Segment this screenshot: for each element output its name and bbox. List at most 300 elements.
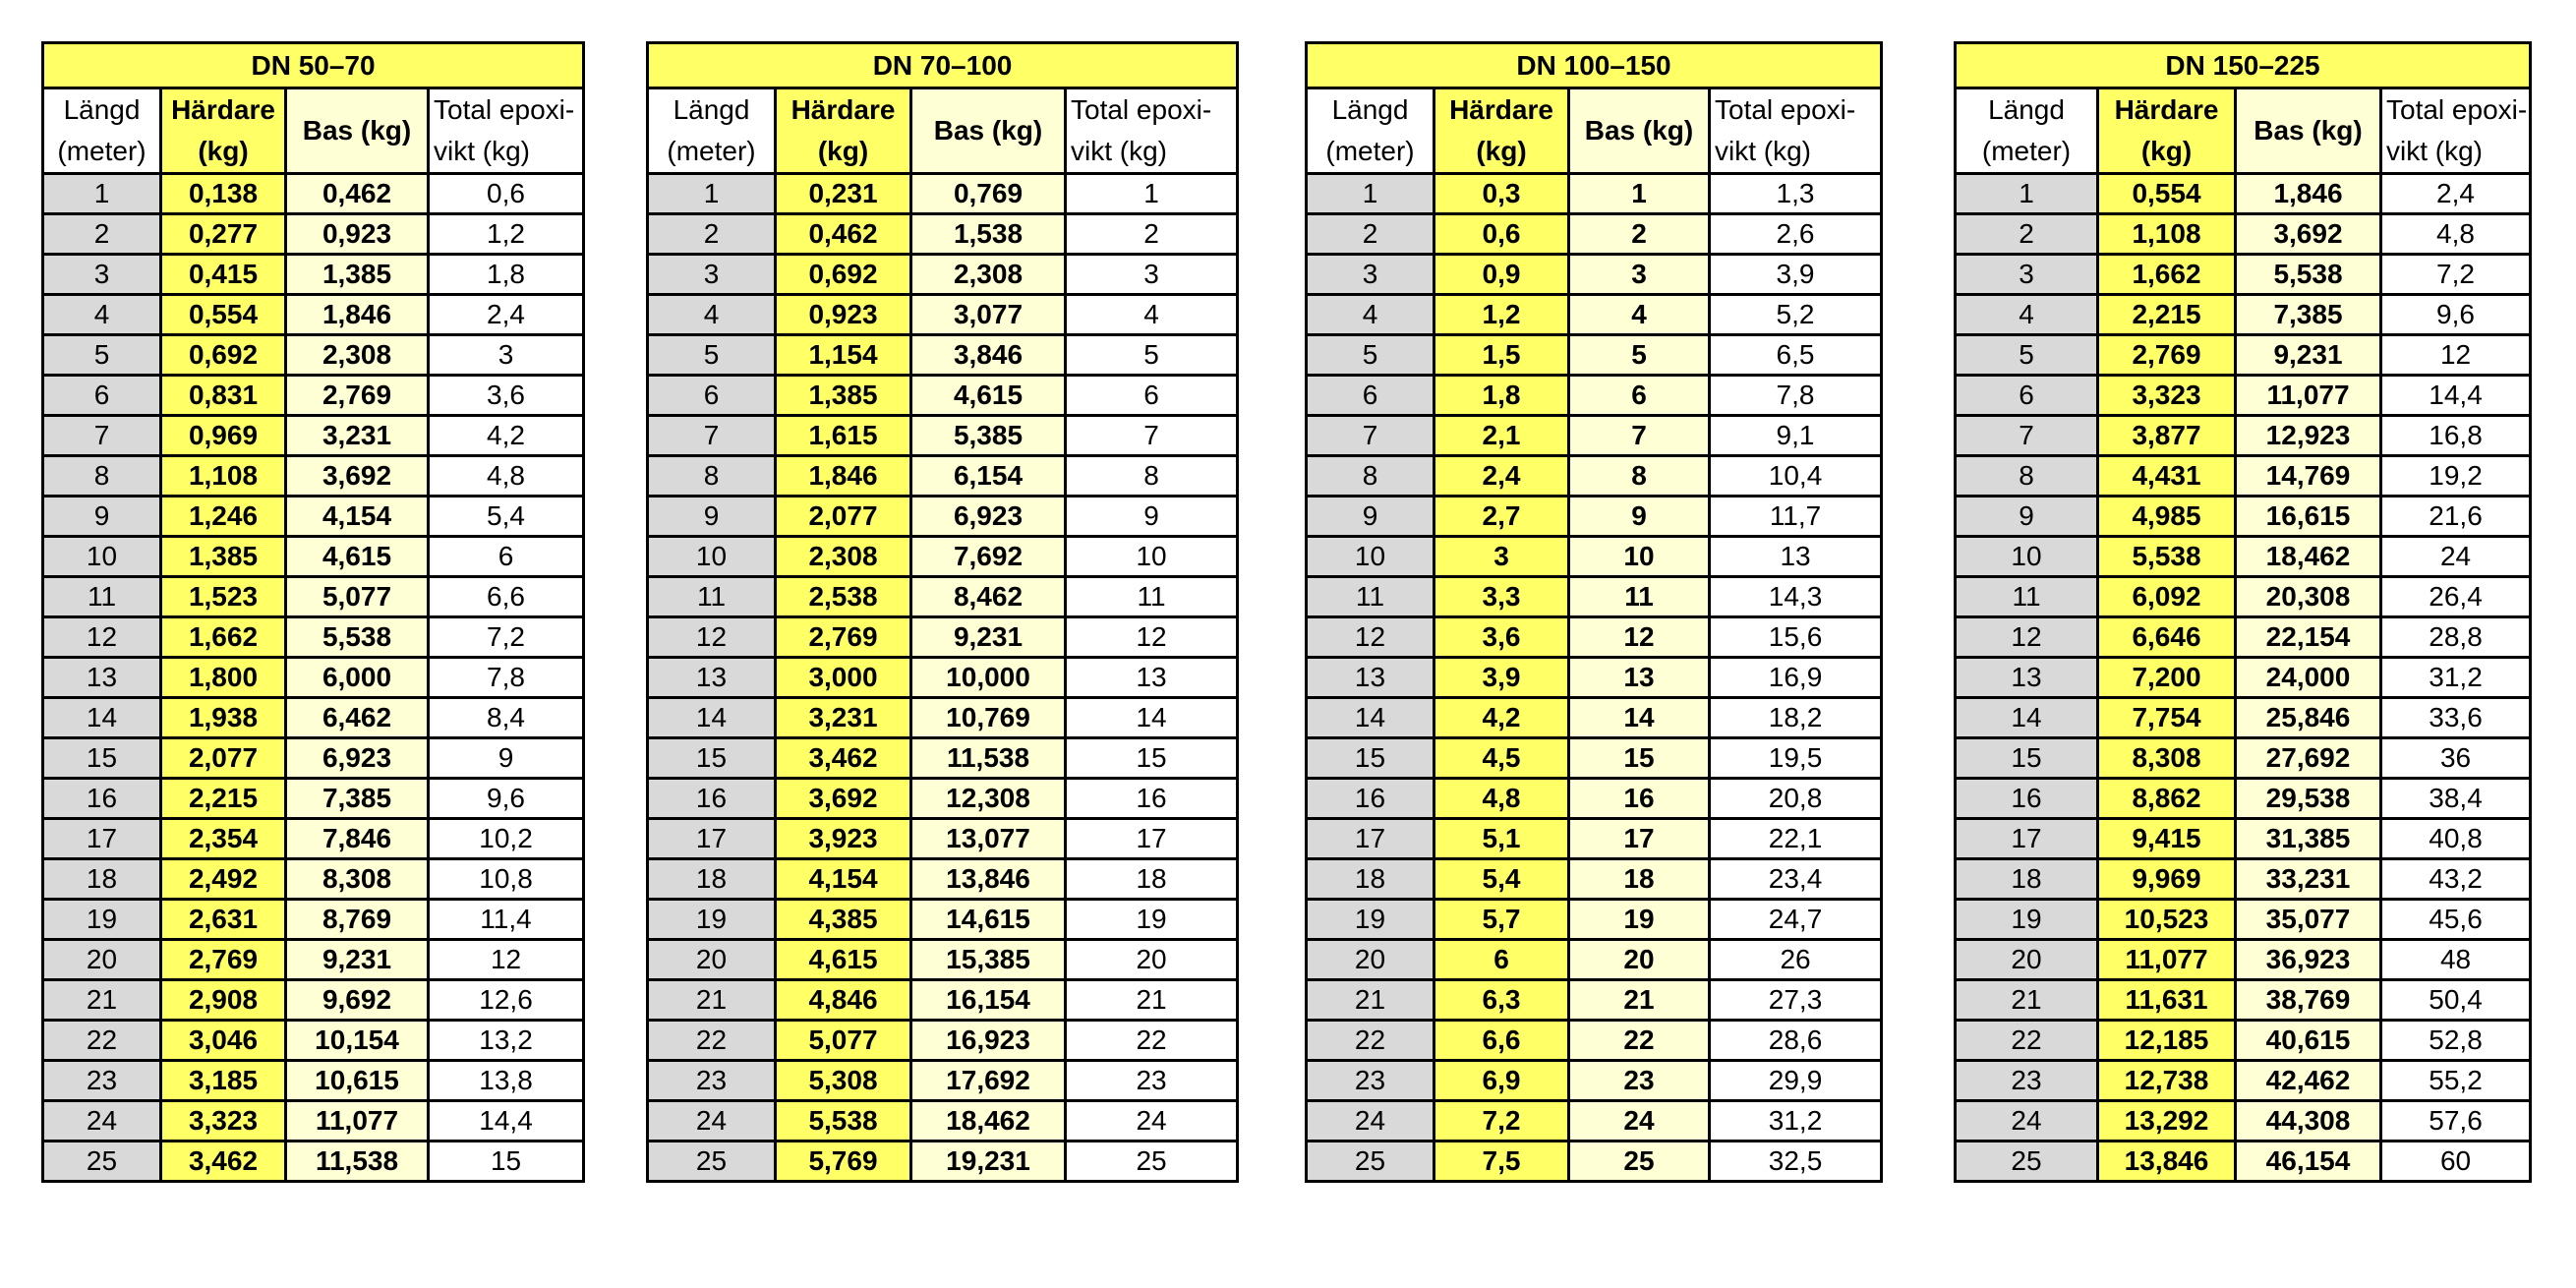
cell-langd: 21: [648, 980, 776, 1021]
cell-hardare: 2,769: [776, 617, 911, 658]
cell-bas: 3,846: [911, 335, 1066, 376]
cell-bas: 7,385: [2236, 295, 2381, 335]
cell-langd: 17: [1956, 819, 2098, 859]
table-row: [1956, 456, 2531, 497]
column-header-hardare: Härdare (kg): [161, 88, 286, 174]
cell-total: 20,8: [1710, 779, 1882, 819]
cell-total: 38,4: [2381, 779, 2531, 819]
table-row: [1307, 537, 1882, 577]
cell-bas: 11,077: [286, 1101, 429, 1142]
cell-langd: 2: [1956, 214, 2098, 255]
cell-langd: 12: [648, 617, 776, 658]
cell-total: 3,6: [429, 376, 584, 416]
cell-hardare: 2,7: [1434, 497, 1569, 537]
table-row: [1307, 295, 1882, 335]
table-row: [648, 819, 1238, 859]
cell-hardare: 0,692: [776, 255, 911, 295]
table-row: [1307, 819, 1882, 859]
table-row: [1307, 779, 1882, 819]
cell-bas: 18,462: [911, 1101, 1066, 1142]
cell-bas: 8,462: [911, 577, 1066, 617]
table-row: [648, 617, 1238, 658]
cell-bas: 6,923: [911, 497, 1066, 537]
cell-total: 4,8: [2381, 214, 2531, 255]
cell-langd: 5: [43, 335, 161, 376]
cell-total: 24: [2381, 537, 2531, 577]
cell-langd: 22: [43, 1021, 161, 1061]
cell-bas: 1,538: [911, 214, 1066, 255]
cell-bas: 12,923: [2236, 416, 2381, 456]
cell-total: 14: [1066, 698, 1238, 738]
cell-langd: 25: [1307, 1142, 1434, 1182]
table-row: [1956, 658, 2531, 698]
cell-hardare: 0,277: [161, 214, 286, 255]
cell-langd: 8: [43, 456, 161, 497]
cell-langd: 1: [1956, 174, 2098, 214]
cell-bas: 8,769: [286, 900, 429, 940]
table-row: [648, 537, 1238, 577]
cell-langd: 20: [648, 940, 776, 980]
cell-hardare: 9,969: [2098, 859, 2236, 900]
cell-hardare: 1,108: [161, 456, 286, 497]
cell-langd: 22: [1956, 1021, 2098, 1061]
cell-bas: 11,538: [286, 1142, 429, 1182]
cell-bas: 3,692: [286, 456, 429, 497]
cell-langd: 8: [1956, 456, 2098, 497]
column-header-langd: Längd (meter): [1307, 88, 1434, 174]
cell-total: 32,5: [1710, 1142, 1882, 1182]
table-row: [1956, 497, 2531, 537]
cell-langd: 9: [1956, 497, 2098, 537]
cell-total: 2: [1066, 214, 1238, 255]
cell-total: 3: [429, 335, 584, 376]
cell-bas: 3: [1569, 255, 1710, 295]
cell-langd: 21: [1956, 980, 2098, 1021]
table-row: [648, 577, 1238, 617]
cell-langd: 16: [43, 779, 161, 819]
cell-bas: 0,462: [286, 174, 429, 214]
cell-hardare: 3,323: [2098, 376, 2236, 416]
cell-hardare: 3,046: [161, 1021, 286, 1061]
cell-bas: 17: [1569, 819, 1710, 859]
cell-bas: 15: [1569, 738, 1710, 779]
cell-hardare: 3,877: [2098, 416, 2236, 456]
table-row: [43, 698, 584, 738]
cell-langd: 16: [1307, 779, 1434, 819]
cell-langd: 6: [43, 376, 161, 416]
cell-bas: 4: [1569, 295, 1710, 335]
cell-hardare: 3: [1434, 537, 1569, 577]
cell-bas: 16: [1569, 779, 1710, 819]
cell-total: 11,4: [429, 900, 584, 940]
cell-langd: 3: [1956, 255, 2098, 295]
cell-hardare: 1,8: [1434, 376, 1569, 416]
cell-hardare: 2,077: [161, 738, 286, 779]
cell-langd: 11: [1307, 577, 1434, 617]
table-row: [648, 335, 1238, 376]
cell-hardare: 3,000: [776, 658, 911, 698]
table-dn-150-225: [1954, 41, 2532, 1183]
column-header-bas: Bas (kg): [286, 88, 429, 174]
cell-total: 12,6: [429, 980, 584, 1021]
cell-hardare: 13,292: [2098, 1101, 2236, 1142]
cell-bas: 7,846: [286, 819, 429, 859]
cell-langd: 1: [43, 174, 161, 214]
cell-total: 19,5: [1710, 738, 1882, 779]
cell-hardare: 5,077: [776, 1021, 911, 1061]
cell-total: 31,2: [1710, 1101, 1882, 1142]
table-row: [43, 456, 584, 497]
cell-bas: 1: [1569, 174, 1710, 214]
cell-total: 12: [1066, 617, 1238, 658]
cell-langd: 1: [1307, 174, 1434, 214]
table-row: [648, 1061, 1238, 1101]
cell-bas: 7: [1569, 416, 1710, 456]
cell-total: 28,6: [1710, 1021, 1882, 1061]
cell-bas: 10,769: [911, 698, 1066, 738]
cell-bas: 40,615: [2236, 1021, 2381, 1061]
table-row: [1956, 698, 2531, 738]
cell-bas: 4,615: [911, 376, 1066, 416]
cell-bas: 36,923: [2236, 940, 2381, 980]
cell-hardare: 0,3: [1434, 174, 1569, 214]
table-row: [1307, 577, 1882, 617]
cell-langd: 19: [648, 900, 776, 940]
cell-total: 13: [1710, 537, 1882, 577]
cell-total: 7,8: [1710, 376, 1882, 416]
cell-total: 9,1: [1710, 416, 1882, 456]
cell-total: 50,4: [2381, 980, 2531, 1021]
cell-bas: 4,154: [286, 497, 429, 537]
cell-bas: 33,231: [2236, 859, 2381, 900]
cell-langd: 16: [1956, 779, 2098, 819]
cell-total: 28,8: [2381, 617, 2531, 658]
table-row: [648, 497, 1238, 537]
cell-langd: 24: [1956, 1101, 2098, 1142]
cell-hardare: 2,077: [776, 497, 911, 537]
table-row: [648, 900, 1238, 940]
cell-hardare: 1,662: [161, 617, 286, 658]
cell-langd: 17: [648, 819, 776, 859]
cell-bas: 0,769: [911, 174, 1066, 214]
cell-hardare: 5,4: [1434, 859, 1569, 900]
cell-langd: 6: [648, 376, 776, 416]
cell-hardare: 3,692: [776, 779, 911, 819]
table-row: [648, 1101, 1238, 1142]
cell-bas: 3,692: [2236, 214, 2381, 255]
cell-total: 5: [1066, 335, 1238, 376]
cell-langd: 18: [1307, 859, 1434, 900]
cell-total: 6,6: [429, 577, 584, 617]
cell-langd: 7: [1956, 416, 2098, 456]
table-row: [1307, 335, 1882, 376]
cell-hardare: 5,7: [1434, 900, 1569, 940]
cell-langd: 5: [648, 335, 776, 376]
column-header-hardare: Härdare (kg): [776, 88, 911, 174]
cell-bas: 16,923: [911, 1021, 1066, 1061]
cell-langd: 11: [648, 577, 776, 617]
cell-hardare: 7,5: [1434, 1142, 1569, 1182]
cell-bas: 13,846: [911, 859, 1066, 900]
cell-total: 12: [429, 940, 584, 980]
cell-hardare: 5,538: [2098, 537, 2236, 577]
cell-hardare: 2,769: [161, 940, 286, 980]
cell-total: 4,8: [429, 456, 584, 497]
column-header-total: Total epoxi-vikt (kg): [2381, 88, 2531, 174]
cell-total: 19,2: [2381, 456, 2531, 497]
cell-hardare: 4,2: [1434, 698, 1569, 738]
cell-langd: 14: [1956, 698, 2098, 738]
cell-langd: 4: [43, 295, 161, 335]
table-row: [43, 1142, 584, 1182]
table-row: [648, 980, 1238, 1021]
table-row: [43, 900, 584, 940]
cell-hardare: 6,3: [1434, 980, 1569, 1021]
cell-bas: 16,615: [2236, 497, 2381, 537]
cell-total: 2,4: [429, 295, 584, 335]
table-row: [1956, 980, 2531, 1021]
cell-langd: 6: [1307, 376, 1434, 416]
cell-total: 21: [1066, 980, 1238, 1021]
table-row: [43, 174, 584, 214]
cell-hardare: 0,415: [161, 255, 286, 295]
cell-total: 26,4: [2381, 577, 2531, 617]
cell-hardare: 0,554: [2098, 174, 2236, 214]
table-row: [1956, 577, 2531, 617]
cell-hardare: 4,154: [776, 859, 911, 900]
cell-total: 7,8: [429, 658, 584, 698]
cell-bas: 22,154: [2236, 617, 2381, 658]
cell-hardare: 8,308: [2098, 738, 2236, 779]
cell-total: 2,4: [2381, 174, 2531, 214]
cell-hardare: 8,862: [2098, 779, 2236, 819]
cell-langd: 18: [1956, 859, 2098, 900]
cell-langd: 2: [1307, 214, 1434, 255]
table-row: [1956, 416, 2531, 456]
cell-langd: 19: [1956, 900, 2098, 940]
cell-total: 4,2: [429, 416, 584, 456]
column-header-hardare: Härdare (kg): [1434, 88, 1569, 174]
table-row: [43, 214, 584, 255]
cell-bas: 19: [1569, 900, 1710, 940]
cell-total: 31,2: [2381, 658, 2531, 698]
column-header-total: Total epoxi-vikt (kg): [1710, 88, 1882, 174]
cell-total: 52,8: [2381, 1021, 2531, 1061]
cell-langd: 24: [648, 1101, 776, 1142]
table-row: [648, 416, 1238, 456]
cell-hardare: 4,846: [776, 980, 911, 1021]
cell-langd: 6: [1956, 376, 2098, 416]
cell-langd: 13: [1307, 658, 1434, 698]
cell-total: 22,1: [1710, 819, 1882, 859]
cell-langd: 13: [1956, 658, 2098, 698]
cell-langd: 11: [43, 577, 161, 617]
cell-hardare: 4,615: [776, 940, 911, 980]
cell-langd: 20: [1956, 940, 2098, 980]
cell-total: 55,2: [2381, 1061, 2531, 1101]
cell-langd: 10: [43, 537, 161, 577]
cell-bas: 23: [1569, 1061, 1710, 1101]
cell-hardare: 1,5: [1434, 335, 1569, 376]
column-header-bas: Bas (kg): [911, 88, 1066, 174]
cell-total: 1,3: [1710, 174, 1882, 214]
cell-total: 24: [1066, 1101, 1238, 1142]
cell-langd: 15: [1956, 738, 2098, 779]
table-row: [43, 779, 584, 819]
cell-total: 15: [429, 1142, 584, 1182]
cell-bas: 11,538: [911, 738, 1066, 779]
cell-bas: 14: [1569, 698, 1710, 738]
cell-langd: 19: [1307, 900, 1434, 940]
cell-total: 0,6: [429, 174, 584, 214]
cell-langd: 21: [1307, 980, 1434, 1021]
cell-hardare: 3,923: [776, 819, 911, 859]
cell-langd: 15: [43, 738, 161, 779]
table-row: [43, 295, 584, 335]
table-row: [1307, 1142, 1882, 1182]
cell-hardare: 1,615: [776, 416, 911, 456]
cell-hardare: 6,646: [2098, 617, 2236, 658]
cell-bas: 14,769: [2236, 456, 2381, 497]
cell-langd: 16: [648, 779, 776, 819]
cell-hardare: 3,323: [161, 1101, 286, 1142]
cell-bas: 8: [1569, 456, 1710, 497]
cell-bas: 6,923: [286, 738, 429, 779]
cell-langd: 15: [648, 738, 776, 779]
cell-bas: 13,077: [911, 819, 1066, 859]
cell-bas: 5: [1569, 335, 1710, 376]
cell-langd: 24: [1307, 1101, 1434, 1142]
cell-langd: 8: [1307, 456, 1434, 497]
cell-langd: 23: [1956, 1061, 2098, 1101]
cell-langd: 10: [1307, 537, 1434, 577]
cell-total: 5,4: [429, 497, 584, 537]
cell-bas: 11,077: [2236, 376, 2381, 416]
table-dn-70-100: [646, 41, 1239, 1183]
cell-hardare: 0,923: [776, 295, 911, 335]
table-row: [1307, 214, 1882, 255]
table-row: [1307, 456, 1882, 497]
table-row: [1956, 859, 2531, 900]
cell-bas: 5,538: [286, 617, 429, 658]
cell-bas: 5,538: [2236, 255, 2381, 295]
cell-langd: 7: [1307, 416, 1434, 456]
table-row: [648, 214, 1238, 255]
cell-langd: 9: [43, 497, 161, 537]
cell-bas: 24: [1569, 1101, 1710, 1142]
cell-langd: 14: [1307, 698, 1434, 738]
table-row: [1307, 1061, 1882, 1101]
cell-total: 16,9: [1710, 658, 1882, 698]
table-row: [1307, 174, 1882, 214]
table-row: [648, 779, 1238, 819]
cell-hardare: 12,738: [2098, 1061, 2236, 1101]
table-row: [648, 376, 1238, 416]
table-row: [1956, 1061, 2531, 1101]
cell-total: 14,3: [1710, 577, 1882, 617]
column-header-bas: Bas (kg): [2236, 88, 2381, 174]
cell-hardare: 3,462: [161, 1142, 286, 1182]
cell-hardare: 0,138: [161, 174, 286, 214]
cell-bas: 9,231: [286, 940, 429, 980]
cell-hardare: 0,831: [161, 376, 286, 416]
cell-hardare: 3,185: [161, 1061, 286, 1101]
cell-bas: 17,692: [911, 1061, 1066, 1101]
cell-hardare: 1,662: [2098, 255, 2236, 295]
cell-hardare: 4,985: [2098, 497, 2236, 537]
table-title: DN 70–100: [648, 43, 1238, 88]
table-row: [648, 738, 1238, 779]
cell-hardare: 11,077: [2098, 940, 2236, 980]
cell-bas: 1,846: [286, 295, 429, 335]
table-row: [648, 174, 1238, 214]
cell-total: 10,4: [1710, 456, 1882, 497]
cell-bas: 1,846: [2236, 174, 2381, 214]
cell-langd: 19: [43, 900, 161, 940]
cell-hardare: 5,538: [776, 1101, 911, 1142]
table-row: [648, 698, 1238, 738]
cell-total: 15,6: [1710, 617, 1882, 658]
table-row: [648, 1142, 1238, 1182]
cell-total: 11,7: [1710, 497, 1882, 537]
cell-total: 29,9: [1710, 1061, 1882, 1101]
cell-bas: 35,077: [2236, 900, 2381, 940]
table-row: [1956, 214, 2531, 255]
cell-hardare: 3,6: [1434, 617, 1569, 658]
table-row: [43, 1061, 584, 1101]
cell-hardare: 6,092: [2098, 577, 2236, 617]
cell-bas: 16,154: [911, 980, 1066, 1021]
cell-langd: 9: [1307, 497, 1434, 537]
cell-total: 15: [1066, 738, 1238, 779]
cell-total: 1,2: [429, 214, 584, 255]
cell-bas: 44,308: [2236, 1101, 2381, 1142]
cell-langd: 3: [648, 255, 776, 295]
cell-total: 23: [1066, 1061, 1238, 1101]
cell-langd: 12: [1307, 617, 1434, 658]
cell-total: 2,6: [1710, 214, 1882, 255]
table-row: [1307, 1021, 1882, 1061]
table-row: [1956, 1101, 2531, 1142]
cell-total: 7,2: [429, 617, 584, 658]
table-dn-100-150: [1305, 41, 1883, 1183]
table-row: [648, 295, 1238, 335]
cell-hardare: 4,5: [1434, 738, 1569, 779]
cell-langd: 13: [648, 658, 776, 698]
cell-bas: 42,462: [2236, 1061, 2381, 1101]
cell-langd: 9: [648, 497, 776, 537]
cell-bas: 9,231: [2236, 335, 2381, 376]
cell-bas: 25,846: [2236, 698, 2381, 738]
table-row: [43, 940, 584, 980]
table-row: [1307, 617, 1882, 658]
table-row: [1956, 376, 2531, 416]
cell-total: 6,5: [1710, 335, 1882, 376]
cell-bas: 46,154: [2236, 1142, 2381, 1182]
cell-langd: 4: [1956, 295, 2098, 335]
table-row: [1956, 617, 2531, 658]
cell-hardare: 1,800: [161, 658, 286, 698]
cell-bas: 29,538: [2236, 779, 2381, 819]
cell-hardare: 4,385: [776, 900, 911, 940]
cell-hardare: 6,9: [1434, 1061, 1569, 1101]
cell-bas: 12: [1569, 617, 1710, 658]
cell-bas: 5,077: [286, 577, 429, 617]
table-row: [1956, 537, 2531, 577]
cell-bas: 24,000: [2236, 658, 2381, 698]
table-row: [1307, 900, 1882, 940]
table-row: [1307, 255, 1882, 295]
